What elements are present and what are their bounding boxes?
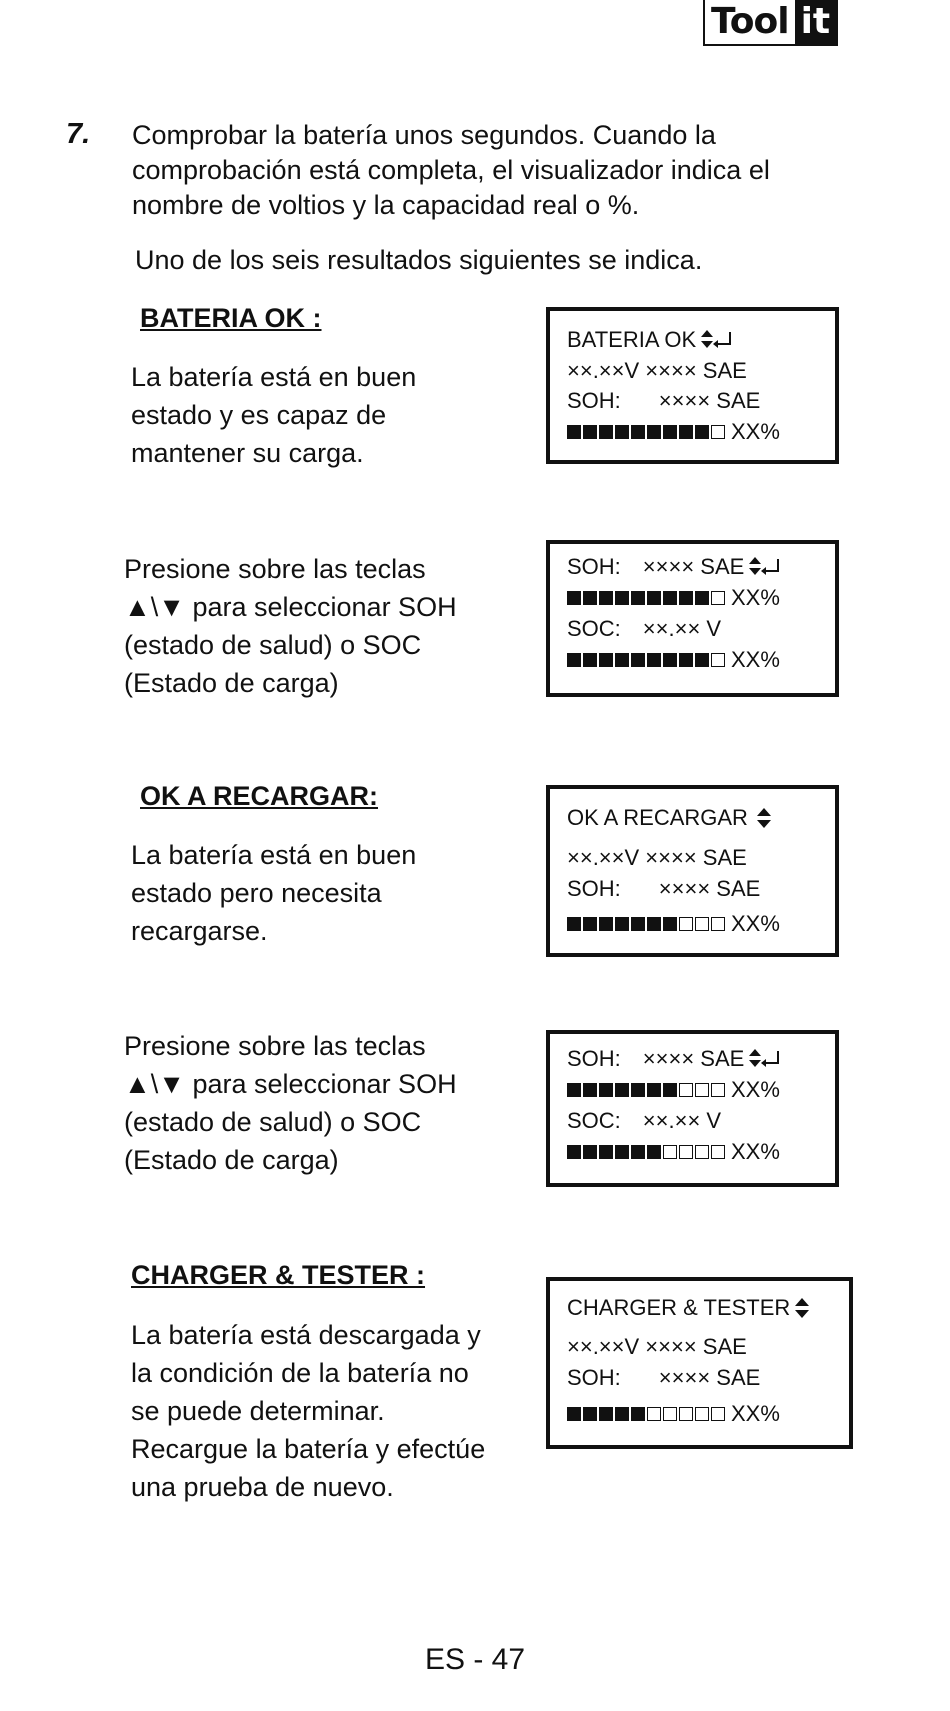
bar-block-filled <box>567 591 581 605</box>
bar-block-empty <box>711 917 725 931</box>
lcd-level-bar <box>567 1407 725 1421</box>
bar-block-empty <box>711 653 725 667</box>
instruction-line: Presione sobre las teclas <box>124 554 426 584</box>
bar-block-filled <box>599 653 613 667</box>
lcd-status-text: BATERIA OK <box>567 327 697 352</box>
bar-block-filled <box>679 591 693 605</box>
bar-block-filled <box>679 425 693 439</box>
lcd-display-bateria-ok <box>546 307 839 464</box>
lcd-soh-value: ×××× SAE <box>642 1046 745 1071</box>
lcd-soh-bar <box>567 591 725 605</box>
instruction-line: ▲\▼ para seleccionar SOH <box>124 592 457 622</box>
bar-block-filled <box>695 653 709 667</box>
bar-block-filled <box>663 653 677 667</box>
lcd-level-bar <box>567 425 725 439</box>
description-line: estado y es capaz de <box>131 400 387 430</box>
lcd-soc-value: ××.×× V <box>642 616 722 641</box>
page-number: ES - 47 <box>424 1643 526 1676</box>
lcd-soc-bar <box>567 1145 725 1159</box>
lcd-percent: XX% <box>731 911 780 936</box>
lcd-soh-value: ×××× SAE <box>642 554 745 579</box>
bar-block-filled <box>663 1083 677 1097</box>
lcd-soh-value: ×××× SAE <box>658 1365 761 1390</box>
bar-block-filled <box>567 653 581 667</box>
instruction-line: (Estado de carga) <box>124 668 339 698</box>
bar-block-filled <box>695 425 709 439</box>
lcd-display-ok-a-recargar <box>546 785 839 957</box>
bar-block-filled <box>631 1407 645 1421</box>
brand-logo <box>703 0 838 46</box>
lcd-soh-label: SOH: <box>567 554 621 579</box>
bar-block-filled <box>695 591 709 605</box>
instruction-line: (estado de salud) o SOC <box>124 630 422 660</box>
bar-block-filled <box>583 917 597 931</box>
logo-accent: it <box>795 0 837 44</box>
description-line: recargarse. <box>131 916 268 946</box>
up-down-enter-icon <box>746 1047 782 1071</box>
bar-block-empty <box>663 1145 677 1159</box>
lcd-soh-label: SOH: <box>567 1046 621 1071</box>
lcd-voltage-line: ××.××V ×××× SAE <box>567 845 747 870</box>
bar-block-empty <box>695 1407 709 1421</box>
bar-block-filled <box>631 1083 645 1097</box>
step-number: 7. <box>66 118 91 150</box>
section-title-bateria-ok: BATERIA OK : <box>140 303 322 333</box>
bar-block-filled <box>583 653 597 667</box>
bar-block-empty <box>663 1407 677 1421</box>
lcd-soh-value: ×××× SAE <box>658 876 761 901</box>
section-description-ok-a-recargar <box>131 836 416 950</box>
bar-block-filled <box>647 591 661 605</box>
lcd-voltage-line: ××.××V ×××× SAE <box>567 1334 747 1359</box>
bar-block-filled <box>631 917 645 931</box>
up-down-icon <box>754 806 774 830</box>
bar-block-empty <box>679 1407 693 1421</box>
lcd-soh-value: ×××× SAE <box>658 388 761 413</box>
lcd-soc-bar <box>567 653 725 667</box>
bar-block-filled <box>567 1407 581 1421</box>
lcd-soh-percent: XX% <box>731 1077 780 1102</box>
bar-block-empty <box>711 425 725 439</box>
bar-block-filled <box>583 425 597 439</box>
bar-block-filled <box>583 1407 597 1421</box>
bar-block-filled <box>615 425 629 439</box>
description-line: se puede determinar. <box>131 1396 385 1426</box>
lcd-soc-percent: XX% <box>731 1139 780 1164</box>
description-line: mantener su carga. <box>131 438 364 468</box>
lcd-soc-label: SOC: <box>567 1108 621 1133</box>
bar-block-empty <box>695 1145 709 1159</box>
lcd-soh-percent: XX% <box>731 585 780 610</box>
bar-block-filled <box>647 425 661 439</box>
bar-block-filled <box>567 1083 581 1097</box>
bar-block-empty <box>695 1083 709 1097</box>
bar-block-filled <box>599 425 613 439</box>
up-down-icon <box>792 1296 812 1320</box>
bar-block-filled <box>615 1407 629 1421</box>
bar-block-empty <box>711 1083 725 1097</box>
bar-block-empty <box>695 917 709 931</box>
bar-block-filled <box>583 1083 597 1097</box>
section-description-bateria-ok <box>131 358 416 472</box>
bar-block-filled <box>631 653 645 667</box>
bar-block-filled <box>599 1407 613 1421</box>
section-title-ok-a-recargar: OK A RECARGAR: <box>140 781 378 811</box>
bar-block-empty <box>679 1083 693 1097</box>
lcd-percent: XX% <box>731 1401 780 1426</box>
lcd-display-charger-tester <box>546 1277 853 1449</box>
step-text: Comprobar la batería unos segundos. Cuando la comprobación está completa, el visualizador indica el nombre de voltios y la capacidad real o %. <box>132 120 770 220</box>
bar-block-filled <box>647 1145 661 1159</box>
instruction-soh-soc-1 <box>124 550 457 702</box>
bar-block-filled <box>615 591 629 605</box>
instruction-line: (estado de salud) o SOC <box>124 1107 422 1137</box>
bar-block-empty <box>679 1145 693 1159</box>
description-line: La batería está descargada y <box>131 1320 481 1350</box>
instruction-line: (Estado de carga) <box>124 1145 339 1175</box>
description-line: La batería está en buen <box>131 362 417 392</box>
lcd-soh-label: SOH: <box>567 388 621 413</box>
bar-block-empty <box>647 1407 661 1421</box>
section-description-charger-tester <box>131 1316 485 1506</box>
instruction-line: Presione sobre las teclas <box>124 1031 426 1061</box>
lcd-voltage-line: ××.××V ×××× SAE <box>567 358 747 383</box>
lcd-display-soh-soc-1 <box>546 540 839 697</box>
bar-block-filled <box>567 1145 581 1159</box>
bar-block-filled <box>583 591 597 605</box>
lcd-soh-bar <box>567 1083 725 1097</box>
description-line: Recargue la batería y efectúe <box>131 1434 486 1464</box>
instruction-line: ▲\▼ para seleccionar SOH <box>124 1069 457 1099</box>
lcd-percent: XX% <box>731 419 780 444</box>
section-title-charger-tester: CHARGER & TESTER : <box>131 1260 426 1290</box>
bar-block-empty <box>711 1407 725 1421</box>
bar-block-filled <box>647 917 661 931</box>
instruction-soh-soc-2 <box>124 1027 457 1179</box>
description-line: una prueba de nuevo. <box>131 1472 394 1502</box>
up-down-enter-icon <box>746 555 782 579</box>
bar-block-filled <box>615 653 629 667</box>
bar-block-filled <box>599 591 613 605</box>
lcd-status-text: OK A RECARGAR <box>567 805 748 830</box>
bar-block-filled <box>679 653 693 667</box>
bar-block-filled <box>567 917 581 931</box>
lcd-soh-label: SOH: <box>567 1365 621 1390</box>
bar-block-empty <box>711 591 725 605</box>
bar-block-empty <box>711 1145 725 1159</box>
lcd-soh-label: SOH: <box>567 876 621 901</box>
bar-block-filled <box>599 1083 613 1097</box>
lcd-soc-percent: XX% <box>731 647 780 672</box>
bar-block-filled <box>583 1145 597 1159</box>
lcd-display-soh-soc-2 <box>546 1030 839 1187</box>
description-line: estado pero necesita <box>131 878 382 908</box>
bar-block-filled <box>663 425 677 439</box>
lcd-soc-label: SOC: <box>567 616 621 641</box>
logo-text: Tool <box>711 1 789 42</box>
bar-block-filled <box>647 1083 661 1097</box>
bar-block-filled <box>631 425 645 439</box>
bar-block-filled <box>567 425 581 439</box>
description-line: La batería está en buen <box>131 840 417 870</box>
bar-block-filled <box>631 591 645 605</box>
bar-block-empty <box>679 917 693 931</box>
bar-block-filled <box>647 653 661 667</box>
bar-block-filled <box>663 917 677 931</box>
description-line: la condición de la batería no <box>131 1358 469 1388</box>
bar-block-filled <box>631 1145 645 1159</box>
lcd-level-bar <box>567 917 725 931</box>
up-down-enter-icon <box>698 328 734 352</box>
lcd-status-text: CHARGER & TESTER <box>567 1295 791 1320</box>
lcd-soc-value: ××.×× V <box>642 1108 722 1133</box>
bar-block-filled <box>599 917 613 931</box>
bar-block-filled <box>615 917 629 931</box>
results-intro: Uno de los seis resultados siguientes se indica. <box>135 245 703 275</box>
bar-block-filled <box>615 1083 629 1097</box>
bar-block-filled <box>599 1145 613 1159</box>
bar-block-filled <box>615 1145 629 1159</box>
bar-block-filled <box>663 591 677 605</box>
